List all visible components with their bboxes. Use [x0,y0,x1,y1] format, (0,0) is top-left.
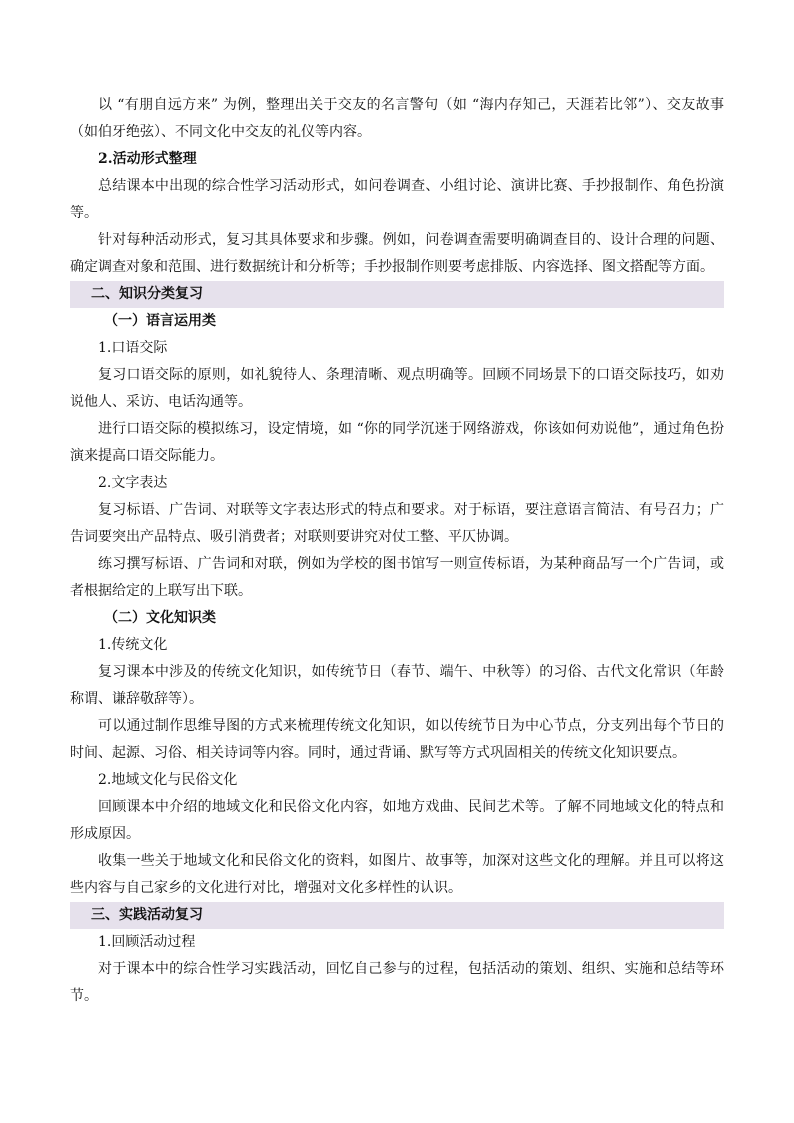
paragraph-written-practice: 练习撰写标语、广告词和对联，例如为学校的图书馆写一则宣传标语，为某种商品写一个广告词，或者根据给定的上联写出下联。 [70,556,724,599]
subheading-culture: （二）文化知识类 [104,610,216,626]
paragraph-oral-principles: 复习口语交际的原则，如礼貌待人、条理清晰、观点明确等。回顾不同场景下的口语交际技巧，如劝说他人、采访、电话沟通等。 [70,367,724,410]
paragraph-activity-summary: 总结课本中出现的综合性学习活动形式，如问卷调查、小组讨论、演讲比赛、手抄报制作、角色扮演等。 [70,178,724,221]
paragraph-regional-collect: 收集一些关于地域文化和民俗文化的资料，如图片、故事等，加深对这些文化的理解。并且可以将这些内容与自己家乡的文化进行对比，增强对文化多样性的认识。 [70,853,724,896]
paragraph-regional-review: 回顾课本中介绍的地域文化和民俗文化内容，如地方戏曲、民间艺术等。了解不同地域文化的特点和形成原因。 [70,799,724,842]
paragraph-activity-steps: 针对每种活动形式，复习其具体要求和步骤。例如，问卷调查需要明确调查目的、设计合理的问题、确定调查对象和范围、进行数据统计和分析等；手抄报制作则要考虑排版、内容选择、图文搭配等方面。 [70,232,724,275]
subheading-language-use: （一）语言运用类 [104,313,216,329]
section-band-practice: 三、实践活动复习 [70,902,724,929]
paragraph-traditional-knowledge: 复习课本中涉及的传统文化知识，如传统节日（春节、端午、中秋等）的习俗、古代文化常识（年龄称谓、谦辞敬辞等）。 [70,664,724,707]
paragraph-written-forms: 复习标语、广告词、对联等文字表达形式的特点和要求。对于标语，要注意语言简洁、有号召力；广告词要突出产品特点、吸引消费者；对联则要讲究对仗工整、平仄协调。 [70,502,724,545]
paragraph-friendship: 以 “有朋自远方来” 为例，整理出关于交友的名言警句（如 “海内存知己，天涯若比邻”）、交友故事（如伯牙绝弦）、不同文化中交友的礼仪等内容。 [70,97,724,140]
paragraph-oral-practice: 进行口语交际的模拟练习，设定情境，如 “你的同学沉迷于网络游戏，你该如何劝说他”，通过角色扮演来提高口语交际能力。 [70,421,724,464]
heading-written: 2.文字表达 [98,475,168,491]
section-band-knowledge: 二、知识分类复习 [70,281,724,308]
paragraph-mindmap: 可以通过制作思维导图的方式来梳理传统文化知识，如以传统节日为中心节点，分支列出每个节日的时间、起源、习俗、相关诗词等内容。同时，通过背诵、默写等方式巩固相关的传统文化知识要点。 [70,718,724,761]
heading-activity-forms: 2.活动形式整理 [98,151,197,167]
heading-traditional-culture: 1.传统文化 [98,637,168,653]
heading-regional-culture: 2.地域文化与民俗文化 [98,772,238,788]
document-page [70,92,724,1010]
heading-oral: 1.口语交际 [98,340,168,356]
paragraph-review-process: 对于课本中的综合性学习实践活动，回忆自己参与的过程，包括活动的策划、组织、实施和总结等环节。 [70,961,724,1004]
heading-review-process: 1.回顾活动过程 [98,934,196,950]
